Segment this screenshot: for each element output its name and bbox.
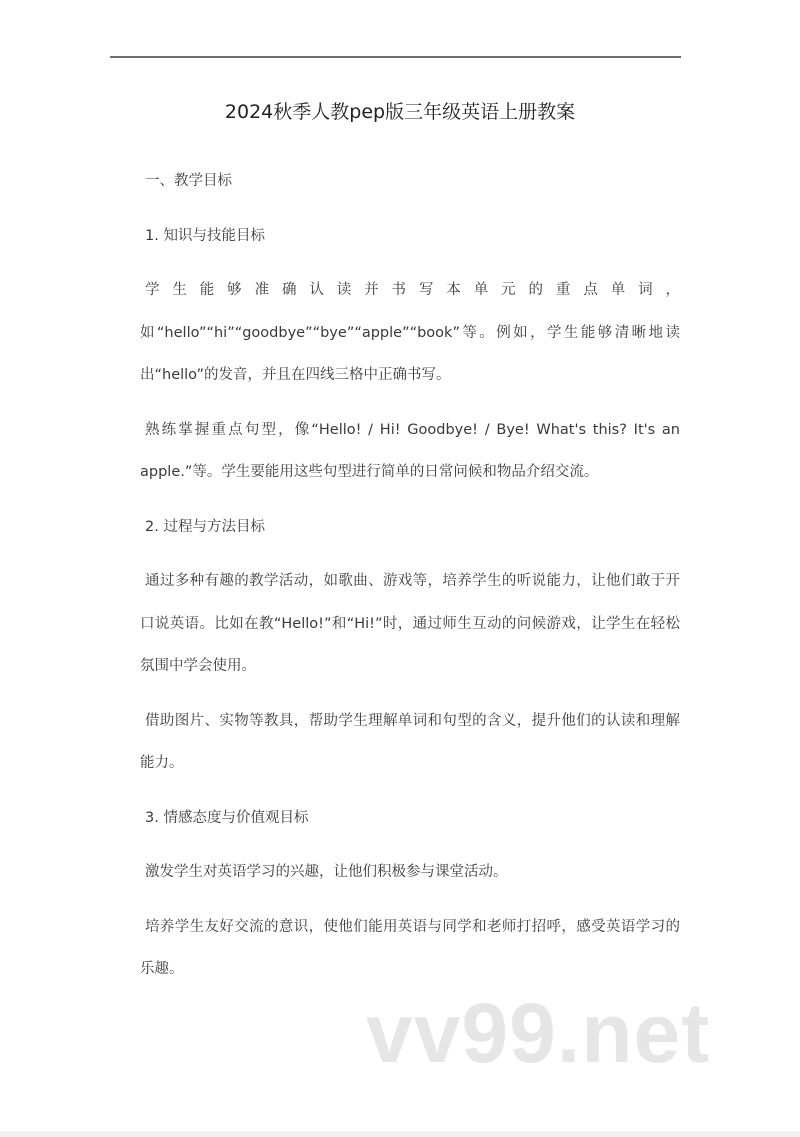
subsection-heading: 3. 情感态度与价值观目标 xyxy=(145,809,309,826)
section-heading: 一、教学目标 xyxy=(145,173,232,189)
paragraph: 熟练掌握重点句型，像“Hello! / Hi! Goodbye! / Bye! What's this? It's an apple.”等。学生要能用这些句型进行简单的日常问候和物品介绍交流。 xyxy=(140,421,680,480)
paragraph: 借助图片、实物等教具，帮助学生理解单词和句型的含义，提升他们的认读和理解能力。 xyxy=(140,712,680,771)
page-bottom-edge xyxy=(0,1131,800,1137)
watermark: vv99.net xyxy=(366,986,711,1080)
paragraph: 通过多种有趣的教学活动，如歌曲、游戏等，培养学生的听说能力，让他们敢于开口说英语。比如在教“Hello!”和“Hi!”时，通过师生互动的问候游戏，让学生在轻松氛围中学会使用。 xyxy=(140,573,680,674)
paragraph: 培养学生友好交流的意识，使他们能用英语与同学和老师打招呼，感受英语学习的乐趣。 xyxy=(140,918,680,977)
document-title: 2024秋季人教pep版三年级英语上册教案 xyxy=(224,101,576,123)
header-rule xyxy=(110,56,681,58)
subsection-heading: 2. 过程与方法目标 xyxy=(145,518,265,535)
subsection-heading: 1. 知识与技能目标 xyxy=(145,227,265,244)
document-body xyxy=(140,160,680,1003)
paragraph: 激发学生对英语学习的兴趣，让他们积极参与课堂活动。 xyxy=(145,864,508,880)
paragraph: 学生能够准确认读并书写本单元的重点单词，如“hello”“hi”“goodbye”“bye”“apple”“book”等。例如，学生能够清晰地读出“hello”的发音，并且在四线三格中正确书写。 xyxy=(140,282,680,383)
